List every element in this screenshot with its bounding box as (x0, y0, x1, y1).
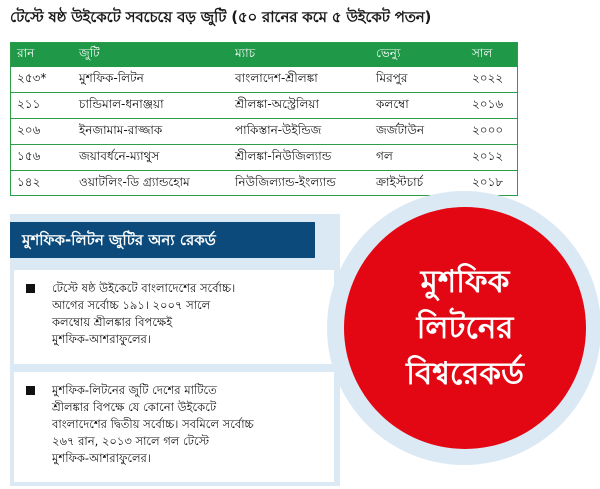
cell-year: ২০২২ (466, 67, 517, 93)
record-card (14, 372, 334, 482)
cell-pair: ওয়াটলিং-ডি গ্র্যান্ডহোম (79, 174, 190, 189)
cell-match: পাকিস্তান-উইন্ডিজ (229, 119, 370, 145)
cell-year: ২০০০ (466, 119, 517, 145)
table-row (11, 145, 517, 171)
header-venue: ভেন্যু (376, 46, 401, 60)
cell-venue: মিরপুর (370, 67, 466, 93)
records-panel (10, 214, 340, 486)
cell-match: নিউজিল্যান্ড-ইংল্যান্ড (235, 174, 336, 189)
table-header-row (11, 43, 517, 67)
cell-pair: মুশফিক-লিটন (73, 67, 229, 93)
record-text: মুশফিক-লিটনের জুটি দেশের মাটিতে শ্রীলঙ্কার বিপক্ষে যে কোনো উইকেটে বাংলাদেশের দ্বিতীয় সর্বোচ্চ। সবমিলে সর্বোচ্চ ২৬৭ রান, ২০১৩ সালে গল টেস্টে মুশফিক-আশরাফুলের। (52, 383, 254, 465)
partnership-table-grid (11, 43, 517, 196)
cell-runs: ১৫৬ (11, 145, 73, 171)
header-year: সাল (472, 46, 493, 60)
badge-line-3: বিশ্বরেকর্ড (406, 356, 524, 392)
cell-match: শ্রীলঙ্কা-নিউজিল্যান্ড (229, 145, 370, 171)
cell-pair: জয়াবর্ধনে-ম্যাথুস (73, 145, 229, 171)
cell-venue: ক্রাইস্টচার্চ (376, 174, 424, 189)
header-match: ম্যাচ (235, 46, 256, 60)
record-text: টেস্টে ষষ্ঠ উইকেটে বাংলাদেশের সর্বোচ্চ। আগের সর্বোচ্চ ১৯১। ২০০৭ সালে কলম্বোয় শ্রীলঙ্কার বিপক্ষেই মুশফিক-আশরাফুলের। (52, 281, 236, 346)
cell-runs: ২৫৩* (11, 67, 73, 93)
badge-line-1: মুশফিক (420, 264, 510, 300)
square-bullet-icon (26, 386, 35, 395)
table-row (11, 93, 517, 119)
world-record-badge (344, 207, 586, 449)
badge-line-2: লিটনের (416, 310, 514, 346)
cell-venue: জর্জটাউন (370, 119, 466, 145)
cell-match: শ্রীলঙ্কা-অস্ট্রেলিয়া (229, 93, 370, 119)
record-card (14, 270, 334, 364)
header-runs: রান (17, 46, 35, 60)
cell-year: ২০১২ (466, 145, 517, 171)
cell-runs: ২১১ (11, 93, 73, 119)
cell-pair: চান্ডিমাল-ধনাঞ্জয়া (73, 93, 229, 119)
table-row (11, 67, 517, 93)
cell-venue: গল (370, 145, 466, 171)
records-heading: মুশফিক-লিটন জুটির অন্য রেকর্ড (10, 222, 315, 258)
cell-year: ২০১৬ (466, 93, 517, 119)
cell-match: বাংলাদেশ-শ্রীলঙ্কা (229, 67, 370, 93)
header-pair: জুটি (79, 46, 100, 60)
table-row (11, 119, 517, 145)
cell-year: ২০১৮ (472, 174, 504, 189)
page-title: টেস্টে ষষ্ঠ উইকেটে সবচেয়ে বড় জুটি (৫০ রানের কমে ৫ উইকেট পতন) (10, 8, 432, 26)
cell-venue: কলম্বো (370, 93, 466, 119)
cell-pair: ইনজামাম-রাজ্জাক (73, 119, 229, 145)
cell-runs: ১৪২ (17, 174, 41, 189)
partnership-table (10, 42, 518, 196)
square-bullet-icon (26, 284, 35, 293)
cell-runs: ২০৬ (11, 119, 73, 145)
